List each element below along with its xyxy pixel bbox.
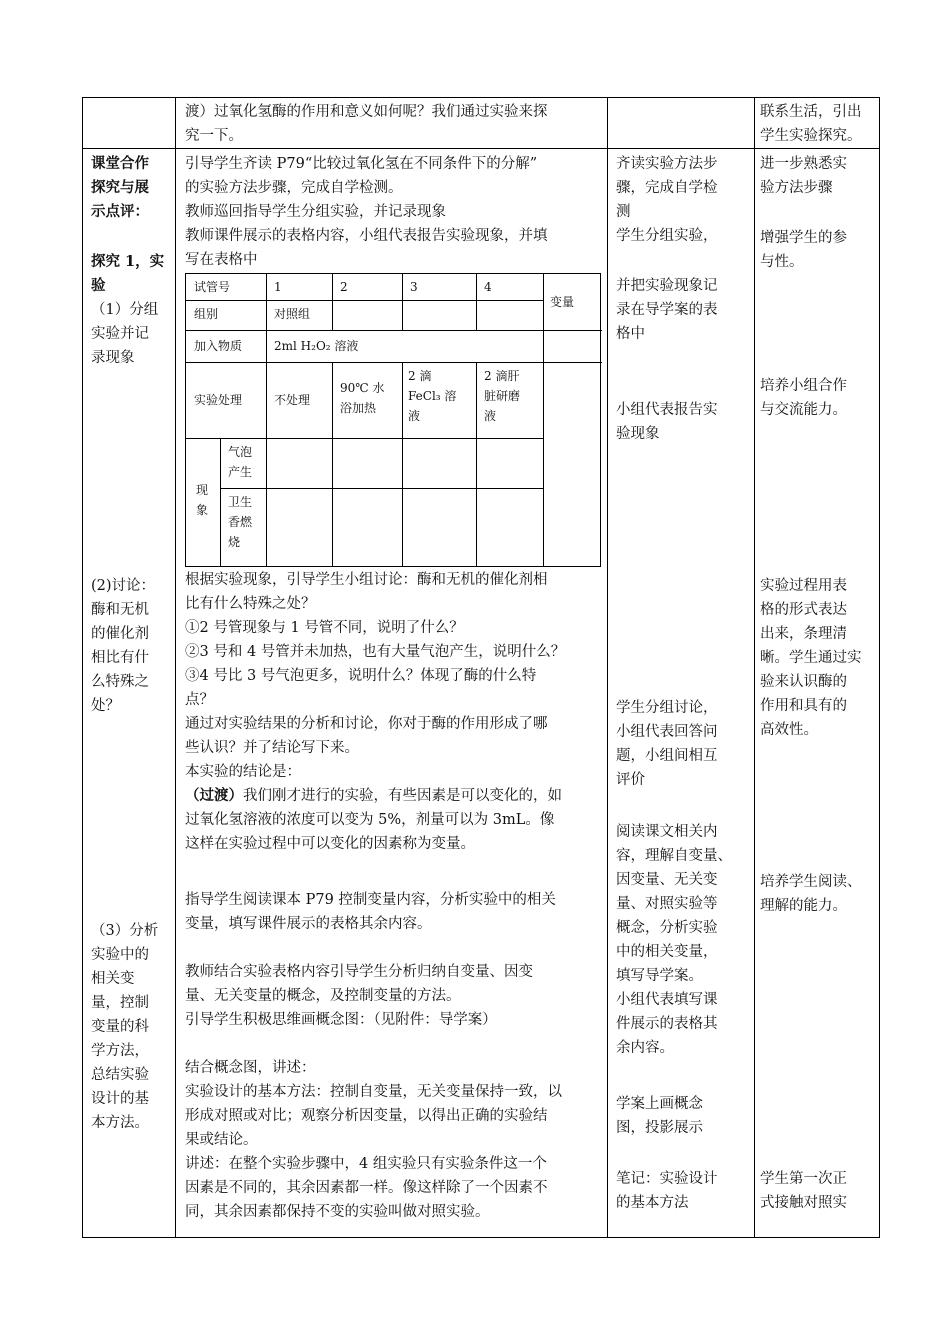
header-tube-number: 试管号	[194, 280, 231, 294]
lesson-plan-table	[82, 97, 880, 1238]
experiment-table	[185, 273, 601, 567]
analysis-step: （3）分析 实验中的 相关变 量，控制 变量的科 学方法， 总结实验 设计的基 本方法。	[91, 923, 159, 1131]
treatment-1: 不处理	[274, 393, 311, 407]
inquiry-1-heading: 探究 1，实 验	[91, 253, 165, 294]
student-activity-5: 阅读课文相关内 容，理解自变量、 因变量、无关变 量、对照实验等 概念，分析实验 中的相关变量， 填写导学案。 小组代表填写课 件展示的表格其 余内容。	[616, 824, 732, 1056]
purpose-4: 实验过程用表 格的形式表达 出来，条理清 晰。学生通过实 验来认识酶的 作用和具有的 高效性。	[760, 578, 862, 738]
label-incense: 卫生 香燃 烧	[228, 495, 253, 549]
column-divider	[607, 98, 608, 1237]
added-substance: 2ml H₂O₂ 溶液	[274, 339, 359, 353]
header-tube-3: 3	[410, 280, 418, 294]
student-activity-4: 学生分组讨论， 小组代表回答问 题，小组间相互 评价	[616, 700, 718, 788]
student-activity-2: 并把实验现象记 录在导学案的表 格中	[616, 278, 718, 342]
header-tube-1: 1	[274, 280, 282, 294]
student-activity-3: 小组代表报告实 验现象	[616, 402, 718, 442]
label-group: 组别	[194, 307, 219, 321]
purpose-1: 进一步熟悉实 验方法步骤	[760, 156, 847, 196]
treatment-3: 2 滴 FeCl₃ 溶 液	[408, 369, 457, 423]
label-added-substance: 加入物质	[194, 339, 243, 353]
column-divider	[175, 98, 176, 1237]
purpose-2: 增强学生的参 与性。	[760, 230, 847, 270]
section-heading: 课堂合作 探究与展 示点评：	[91, 155, 149, 220]
reading-guidance: 指导学生阅读课本 P79 控制变量内容，分析实验中的相关 变量，填写课件展示的表格其余内容。	[185, 892, 556, 932]
purpose-6: 学生第一次正 式接触对照实	[760, 1171, 847, 1211]
method-explanation: 结合概念图，讲述： 实验设计的基本方法：控制自变量，无关变量保持一致，以 形成对照或对比；观察分析因变量，以得出正确的实验结 果或结论。 讲述：在整个实验步骤中，4 组实验只有实验条件这一个 因素是不同的，其余因素都一样。像这样除了一个因素不 同，其余因素都保持不变的实验叫做对照实验。	[185, 1060, 562, 1220]
discussion-step: (2)讨论： 酶和无机 的催化剂 相比有什 么特殊之 处？	[91, 578, 156, 714]
label-phenomenon: 现 象	[196, 483, 209, 517]
purpose-5: 培养学生阅读、 理解的能力。	[760, 874, 862, 914]
row1-purpose: 联系生活，引出 学生实验探究。	[760, 104, 862, 144]
student-activity-6: 学案上画概念 图，投影展示	[616, 1096, 703, 1136]
header-tube-4: 4	[484, 280, 492, 294]
purpose-3: 培养小组合作 与交流能力。	[760, 378, 847, 418]
control-group: 对照组	[274, 307, 311, 321]
label-treatment: 实验处理	[194, 393, 243, 407]
treatment-2: 90℃ 水 浴加热	[340, 381, 385, 415]
discussion-prompts: 根据实验现象，引导学生小组讨论：酶和无机的催化剂相 比有什么特殊之处？ ①2 号管现象与 1 号管不同，说明了什么？ ②3 号和 4 号管并未加热，也有大量气泡产生，说明什么？ ③4 号比 3 号气泡更多，说明什么？体现了酶的什么特 点？ 通过对实验结果的分析和讨论，你对于酶的作用形成了哪 些认识？并了结论写下来。 本实验的结论是： （过渡）我们刚才进行的实验，有些因素是可以变化的，如 过氧化氢溶液的浓度可以变为 5%，剂量可以为 3mL。像 这样在实验过程中可以变化的因素称为变量。	[185, 572, 566, 852]
concept-guidance: 教师结合实验表格内容引导学生分析归纳自变量、因变 量、无关变量的概念，及控制变量的方法。 引导学生积极思维画概念图：（见附件：导学案）	[185, 964, 533, 1028]
student-activity-1: 齐读实验方法步 骤，完成自学检 测 学生分组实验，	[616, 156, 718, 244]
label-bubbles: 气泡 产生	[228, 445, 253, 479]
treatment-4: 2 滴肝 脏研磨 液	[484, 369, 521, 423]
column-divider	[754, 98, 755, 1237]
student-activity-7: 笔记：实验设计 的基本方法	[616, 1171, 718, 1211]
row-divider	[83, 148, 879, 149]
header-tube-2: 2	[340, 280, 348, 294]
teacher-activity-intro: 引导学生齐读 P79“比较过氧化氢在不同条件下的分解” 的实验方法步骤，完成自学检测。 教师巡回指导学生分组实验，并记录现象 教师课件展示的表格内容，小组代表报告实验现象，并填 写在表格中	[185, 156, 548, 268]
row1-content: 渡）过氧化氢酶的作用和意义如何呢？我们通过实验来探 究一下。	[185, 104, 548, 144]
inquiry-1-step: （1）分组 实验并记 录现象	[91, 302, 159, 366]
header-variable: 变量	[550, 295, 575, 309]
